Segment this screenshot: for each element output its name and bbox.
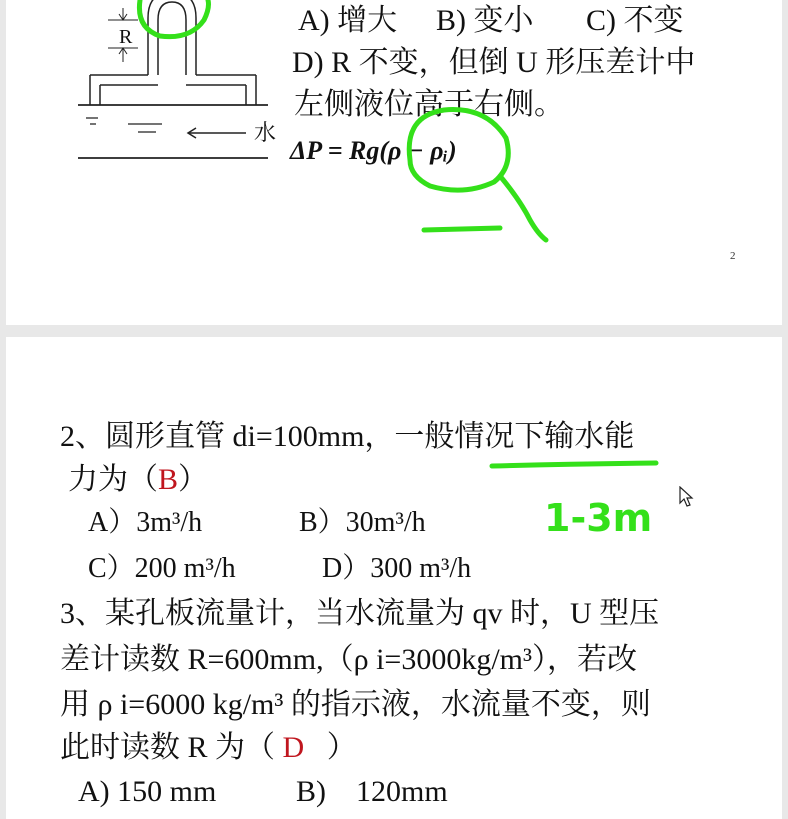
q2-option-a: A）3m³/h <box>88 507 203 538</box>
question-3-line1: 3、某孔板流量计，当水流量为 qv 时，U 型压 <box>60 597 660 630</box>
q2-option-c: C）200 m³/h <box>88 553 236 584</box>
question-3-line3: 用 ρ i=6000 kg/m³ 的指示液，水流量不变，则 <box>60 688 651 721</box>
q2-option-b: B）30m³/h <box>299 507 426 538</box>
question-2-answer: B <box>158 463 179 496</box>
pressure-formula: ΔP = Rg(ρ − ρᵢ) <box>290 136 457 165</box>
option-b: B) 变小 <box>436 4 534 37</box>
question-3-line4: 此时读数 R 为（ D ） <box>60 731 357 764</box>
diagram-label-r: R <box>119 26 133 48</box>
handwriting-note: 1-3m <box>544 496 653 540</box>
q2-option-d: D）300 m³/h <box>322 553 472 584</box>
q3-option-a: A) 150 mm <box>78 775 217 808</box>
slide-page-1 <box>6 0 782 325</box>
u-tube-manometer-diagram <box>68 0 268 170</box>
question-2-line2: 力为（B） <box>68 463 209 496</box>
page-number: 2 <box>730 250 736 262</box>
q3-option-b: B) 120mm <box>296 775 448 808</box>
question-2-line1: 2、圆形直管 di=100mm，一般情况下输水能 <box>60 420 635 453</box>
option-d-line1: D) R 不变，但倒 U 形压差计中 <box>292 46 696 79</box>
option-a: A) 增大 <box>298 4 398 37</box>
slide-page-2 <box>6 337 782 819</box>
option-c: C) 不变 <box>586 4 684 37</box>
diagram-label-water: 水 <box>254 120 277 145</box>
question-3-line2: 差计读数 R=600mm,（ρ i=3000kg/m³），若改 <box>60 643 637 676</box>
mouse-cursor-icon <box>679 486 695 508</box>
question-3-answer: D <box>282 731 305 764</box>
option-d-line2: 左侧液位高于右侧。 <box>294 88 564 121</box>
